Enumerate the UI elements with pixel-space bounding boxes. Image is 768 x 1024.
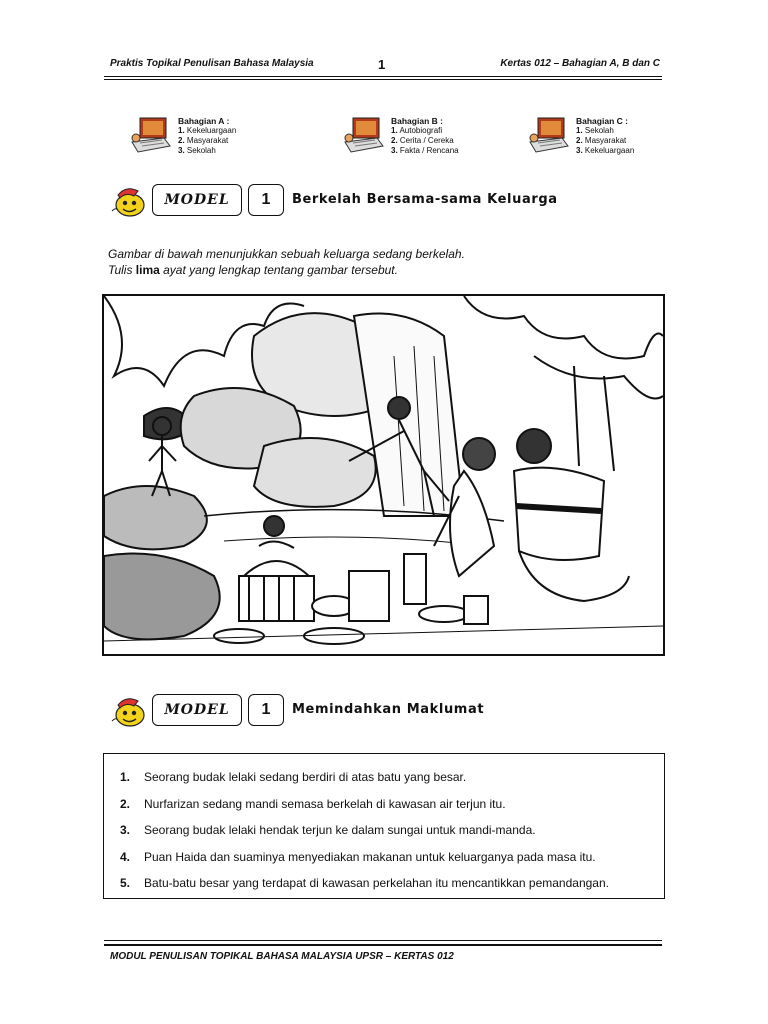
list-item: 2. Masyarakat <box>178 136 229 145</box>
footer-rule-2 <box>104 944 662 946</box>
picnic-illustration <box>102 294 665 656</box>
model-number-box: 1 <box>248 694 284 726</box>
header-rule <box>104 76 662 77</box>
picnic-scene-drawing <box>104 296 663 654</box>
laptop-icon <box>341 116 385 156</box>
list-item: 1. Autobiografi <box>391 126 443 135</box>
model-title: Memindahkan Maklumat <box>292 702 485 717</box>
list-item: 3. Fakta / Rencana <box>391 146 459 155</box>
list-item: 2. Masyarakat <box>576 136 627 145</box>
model-heading-2 <box>108 693 668 729</box>
list-item: 4. Puan Haida dan suaminya menyediakan makanan untuk keluarganya pada masa itu. <box>120 849 596 864</box>
list-item: 3. Seorang budak lelaki hendak terjun ke dalam sungai untuk mandi-manda. <box>120 823 536 837</box>
footer-rule <box>104 940 662 941</box>
model-number-box: 1 <box>248 184 284 216</box>
list-item: 1. Seorang budak lelaki sedang berdiri di atas batu yang besar. <box>120 770 467 784</box>
list-item: 1. Kekeluargaan <box>178 126 237 135</box>
laptop-icon <box>128 116 172 156</box>
model-title: Berkelah Bersama-sama Keluarga <box>292 192 558 207</box>
list-item: 3. Sekolah <box>178 146 216 155</box>
instruction-line-1: Gambar di bawah menunjukkan sebuah keluarga sedang berkelah. <box>108 247 465 261</box>
list-item: 1. Sekolah <box>576 126 614 135</box>
instruction-line-2: Tulis lima ayat yang lengkap tentang gambar tersebut. <box>108 263 398 277</box>
header-left: Praktis Topikal Penulisan Bahasa Malaysia <box>110 58 314 69</box>
footer-text: MODUL PENULISAN TOPIKAL BAHASA MALAYSIA UPSR – KERTAS 012 <box>110 951 454 962</box>
list-item: 3. Kekeluargaan <box>576 146 635 155</box>
section-title: Bahagian A : <box>178 116 230 126</box>
smiley-mascot-icon <box>108 693 148 729</box>
laptop-icon <box>526 116 570 156</box>
section-title: Bahagian C : <box>576 116 628 126</box>
answers-box <box>103 753 665 899</box>
page-number: 1 <box>378 57 386 72</box>
header-right: Kertas 012 – Bahagian A, B dan C <box>500 58 660 69</box>
list-item: 2. Cerita / Cereka <box>391 136 454 145</box>
model-heading-1 <box>108 183 668 219</box>
instructions <box>108 246 465 278</box>
list-item: 2. Nurfarizan sedang mandi semasa berkelah di kawasan air terjun itu. <box>120 796 506 811</box>
list-item: 5. Batu-batu besar yang terdapat di kawasan perkelahan itu mencantikkan pemandangan. <box>120 876 609 890</box>
header-rule-2 <box>104 79 662 80</box>
smiley-mascot-icon <box>108 183 148 219</box>
section-title: Bahagian B : <box>391 116 443 126</box>
model-label-box: MODEL <box>152 694 242 726</box>
model-label-box: MODEL <box>152 184 242 216</box>
